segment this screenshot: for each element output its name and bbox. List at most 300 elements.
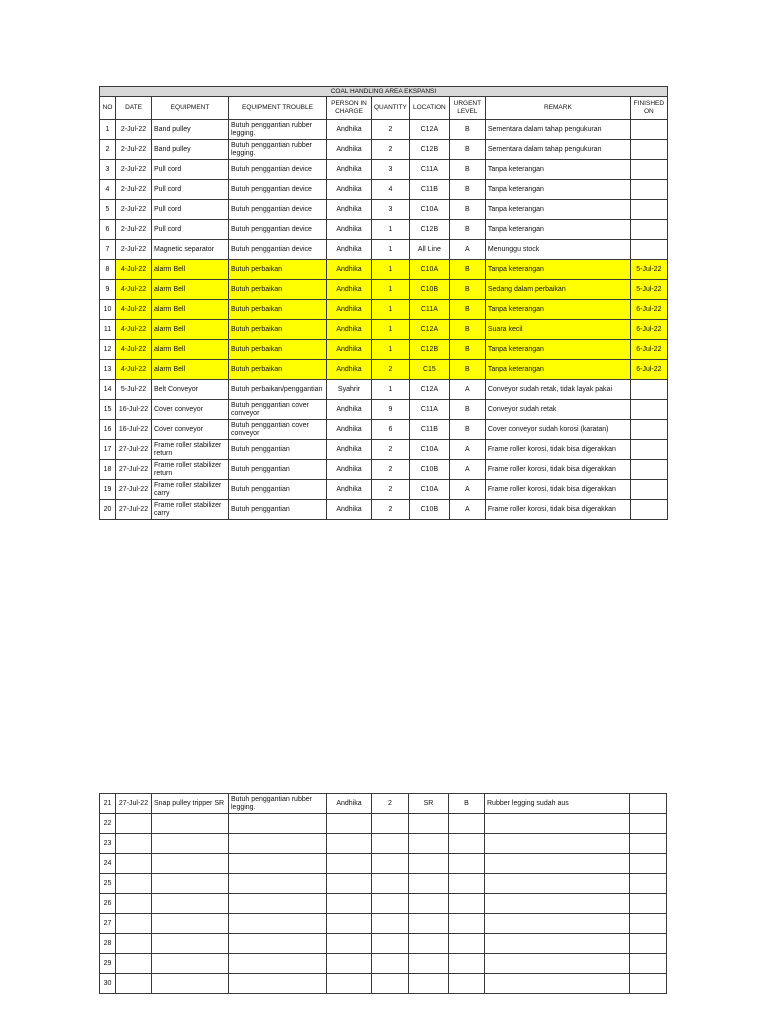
- finished-cell: [630, 954, 667, 974]
- remark-cell: Sementara dalam tahap pengukuran: [485, 120, 630, 140]
- remark-cell: Tanpa keterangan: [485, 260, 630, 280]
- table-row: [100, 120, 668, 140]
- finished-cell: [630, 480, 667, 500]
- table-row: [100, 834, 667, 854]
- table-row: [100, 894, 667, 914]
- date-cell: 16-Jul-22: [116, 420, 152, 440]
- location-cell: C10A: [409, 480, 449, 500]
- location-cell: [409, 894, 449, 914]
- trouble-cell: [229, 934, 327, 954]
- person-cell: [327, 914, 372, 934]
- trouble-cell: Butuh perbaikan: [229, 320, 327, 340]
- quantity-cell: 1: [372, 320, 410, 340]
- row-number: 21: [100, 794, 116, 814]
- date-cell: 4-Jul-22: [116, 260, 152, 280]
- table-row: [100, 400, 668, 420]
- trouble-cell: Butuh perbaikan: [229, 260, 327, 280]
- location-cell: C12B: [409, 340, 449, 360]
- location-cell: C10A: [409, 260, 449, 280]
- remark-cell: [485, 934, 630, 954]
- finished-cell: 5-Jul-22: [630, 280, 667, 300]
- equipment-cell: Pull cord: [152, 160, 229, 180]
- person-cell: Andhika: [327, 460, 372, 480]
- finished-cell: [630, 200, 667, 220]
- date-cell: [116, 894, 152, 914]
- person-cell: Andhika: [327, 220, 372, 240]
- table-row: [100, 220, 668, 240]
- date-cell: 27-Jul-22: [116, 500, 152, 520]
- equipment-cell: alarm Bell: [152, 260, 229, 280]
- urgent-cell: A: [449, 440, 485, 460]
- header-location: LOCATION: [409, 97, 449, 120]
- location-cell: [409, 834, 449, 854]
- row-number: 30: [100, 974, 116, 994]
- date-cell: 27-Jul-22: [116, 480, 152, 500]
- quantity-cell: 2: [372, 120, 410, 140]
- quantity-cell: 2: [372, 140, 410, 160]
- equipment-cell: Frame roller stabilizer carry: [152, 480, 229, 500]
- urgent-cell: A: [449, 480, 485, 500]
- person-cell: Andhika: [327, 200, 372, 220]
- person-cell: [327, 814, 372, 834]
- table-row: [100, 500, 668, 520]
- person-cell: Andhika: [327, 300, 372, 320]
- quantity-cell: 6: [372, 420, 410, 440]
- table-row: [100, 420, 668, 440]
- header-equipment-trouble: EQUIPMENT TROUBLE: [229, 97, 327, 120]
- date-cell: 4-Jul-22: [116, 320, 152, 340]
- remark-cell: [485, 974, 630, 994]
- equipment-cell: Pull cord: [152, 200, 229, 220]
- person-cell: Andhika: [327, 440, 372, 460]
- equipment-cell: Band pulley: [152, 140, 229, 160]
- row-number: 7: [100, 240, 116, 260]
- person-cell: Andhika: [327, 120, 372, 140]
- urgent-cell: B: [449, 220, 485, 240]
- date-cell: 16-Jul-22: [116, 400, 152, 420]
- urgent-cell: A: [449, 460, 485, 480]
- person-cell: [327, 894, 372, 914]
- location-cell: C11A: [409, 400, 449, 420]
- urgent-cell: [449, 934, 485, 954]
- quantity-cell: [372, 934, 409, 954]
- urgent-cell: B: [449, 340, 485, 360]
- quantity-cell: [372, 954, 409, 974]
- location-cell: C11A: [409, 300, 449, 320]
- remark-cell: [485, 874, 630, 894]
- urgent-cell: B: [449, 180, 485, 200]
- urgent-cell: [449, 974, 485, 994]
- equipment-cell: [152, 854, 229, 874]
- row-number: 15: [100, 400, 116, 420]
- remark-cell: [485, 954, 630, 974]
- equipment-cell: Band pulley: [152, 120, 229, 140]
- table-row: [100, 914, 667, 934]
- date-cell: 2-Jul-22: [116, 200, 152, 220]
- trouble-cell: Butuh penggantian rubber legging.: [229, 140, 327, 160]
- person-cell: [327, 954, 372, 974]
- trouble-cell: Butuh penggantian device: [229, 220, 327, 240]
- urgent-cell: [449, 874, 485, 894]
- row-number: 4: [100, 180, 116, 200]
- header-remark: REMARK: [485, 97, 630, 120]
- date-cell: [116, 974, 152, 994]
- urgent-cell: B: [449, 200, 485, 220]
- location-cell: C11A: [409, 160, 449, 180]
- quantity-cell: 4: [372, 180, 410, 200]
- date-cell: 4-Jul-22: [116, 280, 152, 300]
- quantity-cell: 2: [372, 500, 410, 520]
- row-number: 6: [100, 220, 116, 240]
- person-cell: Syahrir: [327, 380, 372, 400]
- urgent-cell: B: [449, 400, 485, 420]
- row-number: 26: [100, 894, 116, 914]
- person-cell: [327, 934, 372, 954]
- quantity-cell: [372, 914, 409, 934]
- row-number: 23: [100, 834, 116, 854]
- urgent-cell: [449, 954, 485, 974]
- equipment-cell: alarm Bell: [152, 340, 229, 360]
- trouble-cell: Butuh perbaikan/penggantian: [229, 380, 327, 400]
- person-cell: Andhika: [327, 180, 372, 200]
- remark-cell: Suara kecil: [485, 320, 630, 340]
- table-row: [100, 240, 668, 260]
- remark-cell: Frame roller korosi, tidak bisa digerakkan: [485, 440, 630, 460]
- table-row: [100, 360, 668, 380]
- quantity-cell: 1: [372, 300, 410, 320]
- trouble-cell: [229, 954, 327, 974]
- finished-cell: 5-Jul-22: [630, 260, 667, 280]
- table-row: [100, 160, 668, 180]
- remark-cell: Menunggu stock: [485, 240, 630, 260]
- remark-cell: Frame roller korosi, tidak bisa digerakkan: [485, 500, 630, 520]
- finished-cell: [630, 814, 667, 834]
- quantity-cell: 1: [372, 380, 410, 400]
- trouble-cell: Butuh penggantian rubber legging.: [229, 120, 327, 140]
- table-row: [100, 974, 667, 994]
- row-number: 1: [100, 120, 116, 140]
- equipment-cell: [152, 834, 229, 854]
- trouble-cell: [229, 874, 327, 894]
- row-number: 18: [100, 460, 116, 480]
- row-number: 8: [100, 260, 116, 280]
- person-cell: Andhika: [327, 140, 372, 160]
- date-cell: 27-Jul-22: [116, 460, 152, 480]
- equipment-cell: alarm Bell: [152, 360, 229, 380]
- urgent-cell: B: [449, 420, 485, 440]
- urgent-cell: [449, 814, 485, 834]
- table-row: [100, 180, 668, 200]
- trouble-cell: Butuh penggantian cover conveyor: [229, 400, 327, 420]
- finished-cell: [630, 974, 667, 994]
- remark-cell: Tanpa keterangan: [485, 300, 630, 320]
- person-cell: Andhika: [327, 500, 372, 520]
- table-row: [100, 954, 667, 974]
- finished-cell: [630, 914, 667, 934]
- location-cell: C10A: [409, 200, 449, 220]
- equipment-cell: Cover conveyor: [152, 400, 229, 420]
- person-cell: Andhika: [327, 320, 372, 340]
- date-cell: [116, 874, 152, 894]
- row-number: 19: [100, 480, 116, 500]
- remark-cell: [485, 834, 630, 854]
- remark-cell: Tanpa keterangan: [485, 360, 630, 380]
- quantity-cell: 1: [372, 260, 410, 280]
- row-number: 24: [100, 854, 116, 874]
- location-cell: C11B: [409, 420, 449, 440]
- date-cell: [116, 954, 152, 974]
- finished-cell: [630, 380, 667, 400]
- location-cell: C12A: [409, 380, 449, 400]
- person-cell: Andhika: [327, 420, 372, 440]
- remark-cell: Tanpa keterangan: [485, 180, 630, 200]
- remark-cell: [485, 814, 630, 834]
- date-cell: 2-Jul-22: [116, 120, 152, 140]
- equipment-cell: [152, 914, 229, 934]
- trouble-cell: Butuh penggantian device: [229, 240, 327, 260]
- urgent-cell: A: [449, 500, 485, 520]
- urgent-cell: A: [449, 380, 485, 400]
- quantity-cell: [372, 854, 409, 874]
- remark-cell: Tanpa keterangan: [485, 220, 630, 240]
- location-cell: C12B: [409, 220, 449, 240]
- trouble-cell: Butuh perbaikan: [229, 340, 327, 360]
- trouble-cell: [229, 914, 327, 934]
- trouble-cell: Butuh penggantian: [229, 500, 327, 520]
- table-row: [100, 300, 668, 320]
- row-number: 25: [100, 874, 116, 894]
- date-cell: 27-Jul-22: [116, 440, 152, 460]
- trouble-cell: Butuh penggantian: [229, 440, 327, 460]
- finished-cell: [630, 220, 667, 240]
- person-cell: Andhika: [327, 160, 372, 180]
- location-cell: C10B: [409, 460, 449, 480]
- location-cell: [409, 934, 449, 954]
- trouble-cell: Butuh penggantian device: [229, 180, 327, 200]
- date-cell: 5-Jul-22: [116, 380, 152, 400]
- remark-cell: Rubber legging sudah aus: [485, 794, 630, 814]
- equipment-cell: alarm Bell: [152, 300, 229, 320]
- trouble-cell: [229, 814, 327, 834]
- location-cell: [409, 914, 449, 934]
- date-cell: 4-Jul-22: [116, 300, 152, 320]
- table-row: [100, 320, 668, 340]
- table-row: [100, 340, 668, 360]
- location-cell: [409, 814, 449, 834]
- trouble-cell: Butuh penggantian rubber legging.: [229, 794, 327, 814]
- trouble-cell: Butuh perbaikan: [229, 280, 327, 300]
- date-cell: 27-Jul-22: [116, 794, 152, 814]
- remark-cell: Tanpa keterangan: [485, 340, 630, 360]
- equipment-cell: Frame roller stabilizer return: [152, 460, 229, 480]
- trouble-cell: Butuh penggantian device: [229, 200, 327, 220]
- urgent-cell: B: [449, 280, 485, 300]
- trouble-cell: Butuh perbaikan: [229, 300, 327, 320]
- equipment-cell: [152, 874, 229, 894]
- finished-cell: [630, 140, 667, 160]
- location-cell: C11B: [409, 180, 449, 200]
- location-cell: [409, 874, 449, 894]
- equipment-cell: [152, 974, 229, 994]
- trouble-cell: Butuh penggantian: [229, 460, 327, 480]
- finished-cell: 6-Jul-22: [630, 300, 667, 320]
- quantity-cell: 1: [372, 340, 410, 360]
- trouble-cell: [229, 834, 327, 854]
- urgent-cell: [449, 854, 485, 874]
- person-cell: Andhika: [327, 360, 372, 380]
- finished-cell: [630, 934, 667, 954]
- finished-cell: 6-Jul-22: [630, 320, 667, 340]
- finished-cell: [630, 160, 667, 180]
- table-row: [100, 854, 667, 874]
- quantity-cell: [372, 834, 409, 854]
- location-cell: [409, 974, 449, 994]
- trouble-cell: Butuh penggantian cover conveyor: [229, 420, 327, 440]
- equipment-cell: Frame roller stabilizer carry: [152, 500, 229, 520]
- table-body: [100, 120, 668, 520]
- table-title: COAL HANDLING AREA EKSPANSI: [100, 87, 668, 97]
- row-number: 29: [100, 954, 116, 974]
- header-row: [100, 97, 668, 120]
- quantity-cell: 2: [372, 460, 410, 480]
- table-row: [100, 814, 667, 834]
- urgent-cell: B: [449, 794, 485, 814]
- quantity-cell: 1: [372, 240, 410, 260]
- trouble-cell: [229, 974, 327, 994]
- quantity-cell: 2: [372, 480, 410, 500]
- table-title-row: [100, 87, 668, 97]
- person-cell: [327, 974, 372, 994]
- person-cell: Andhika: [327, 240, 372, 260]
- row-number: 3: [100, 160, 116, 180]
- remark-cell: [485, 914, 630, 934]
- urgent-cell: A: [449, 240, 485, 260]
- finished-cell: 6-Jul-22: [630, 340, 667, 360]
- header-person-in-charge: PERSON IN CHARGE: [327, 97, 372, 120]
- finished-cell: [630, 794, 667, 814]
- remark-cell: Tanpa keterangan: [485, 200, 630, 220]
- date-cell: 2-Jul-22: [116, 160, 152, 180]
- table-row: [100, 380, 668, 400]
- row-number: 17: [100, 440, 116, 460]
- trouble-cell: Butuh perbaikan: [229, 360, 327, 380]
- maintenance-table-continued: [99, 793, 667, 994]
- remark-cell: Tanpa keterangan: [485, 160, 630, 180]
- equipment-cell: Cover conveyor: [152, 420, 229, 440]
- date-cell: [116, 834, 152, 854]
- person-cell: Andhika: [327, 480, 372, 500]
- person-cell: Andhika: [327, 794, 372, 814]
- equipment-cell: alarm Bell: [152, 320, 229, 340]
- person-cell: Andhika: [327, 400, 372, 420]
- quantity-cell: [372, 874, 409, 894]
- quantity-cell: [372, 974, 409, 994]
- finished-cell: [630, 240, 667, 260]
- trouble-cell: [229, 894, 327, 914]
- finished-cell: [630, 400, 667, 420]
- urgent-cell: B: [449, 120, 485, 140]
- equipment-cell: Belt Conveyor: [152, 380, 229, 400]
- date-cell: 2-Jul-22: [116, 140, 152, 160]
- location-cell: C10B: [409, 500, 449, 520]
- row-number: 5: [100, 200, 116, 220]
- location-cell: C10A: [409, 440, 449, 460]
- finished-cell: [630, 854, 667, 874]
- location-cell: C15: [409, 360, 449, 380]
- trouble-cell: Butuh penggantian device: [229, 160, 327, 180]
- table-row: [100, 874, 667, 894]
- header-quantity: QUANTITY: [372, 97, 410, 120]
- table-row: [100, 280, 668, 300]
- quantity-cell: [372, 814, 409, 834]
- location-cell: C10B: [409, 280, 449, 300]
- header-date: DATE: [116, 97, 152, 120]
- location-cell: C12A: [409, 120, 449, 140]
- row-number: 20: [100, 500, 116, 520]
- equipment-cell: Frame roller stabilizer return: [152, 440, 229, 460]
- urgent-cell: B: [449, 260, 485, 280]
- finished-cell: [630, 440, 667, 460]
- header-finished-on: FINISHED ON: [630, 97, 667, 120]
- finished-cell: [630, 120, 667, 140]
- date-cell: 4-Jul-22: [116, 340, 152, 360]
- urgent-cell: B: [449, 300, 485, 320]
- equipment-cell: Snap pulley tripper SR: [152, 794, 229, 814]
- quantity-cell: 3: [372, 200, 410, 220]
- person-cell: Andhika: [327, 260, 372, 280]
- location-cell: SR: [409, 794, 449, 814]
- person-cell: [327, 854, 372, 874]
- row-number: 22: [100, 814, 116, 834]
- table-body-continued: [100, 794, 667, 994]
- equipment-cell: [152, 894, 229, 914]
- equipment-cell: alarm Bell: [152, 280, 229, 300]
- equipment-cell: Pull cord: [152, 180, 229, 200]
- remark-cell: Conveyor sudah retak, tidak layak pakai: [485, 380, 630, 400]
- quantity-cell: 2: [372, 794, 409, 814]
- row-number: 9: [100, 280, 116, 300]
- quantity-cell: 2: [372, 360, 410, 380]
- equipment-cell: [152, 814, 229, 834]
- finished-cell: [630, 500, 667, 520]
- urgent-cell: B: [449, 320, 485, 340]
- finished-cell: [630, 180, 667, 200]
- header-urgent-level: URGENT LEVEL: [449, 97, 485, 120]
- remark-cell: Sedang dalam perbaikan: [485, 280, 630, 300]
- row-number: 10: [100, 300, 116, 320]
- date-cell: 2-Jul-22: [116, 180, 152, 200]
- person-cell: Andhika: [327, 280, 372, 300]
- finished-cell: [630, 874, 667, 894]
- row-number: 12: [100, 340, 116, 360]
- finished-cell: 6-Jul-22: [630, 360, 667, 380]
- row-number: 14: [100, 380, 116, 400]
- date-cell: [116, 854, 152, 874]
- table-row: [100, 934, 667, 954]
- maintenance-table: [99, 86, 668, 520]
- remark-cell: Frame roller korosi, tidak bisa digerakkan: [485, 460, 630, 480]
- location-cell: C12A: [409, 320, 449, 340]
- row-number: 16: [100, 420, 116, 440]
- location-cell: C12B: [409, 140, 449, 160]
- row-number: 13: [100, 360, 116, 380]
- quantity-cell: 2: [372, 440, 410, 460]
- row-number: 27: [100, 914, 116, 934]
- table-row: [100, 140, 668, 160]
- urgent-cell: B: [449, 360, 485, 380]
- remark-cell: Cover conveyor sudah korosi (karatan): [485, 420, 630, 440]
- header-no: NO: [100, 97, 116, 120]
